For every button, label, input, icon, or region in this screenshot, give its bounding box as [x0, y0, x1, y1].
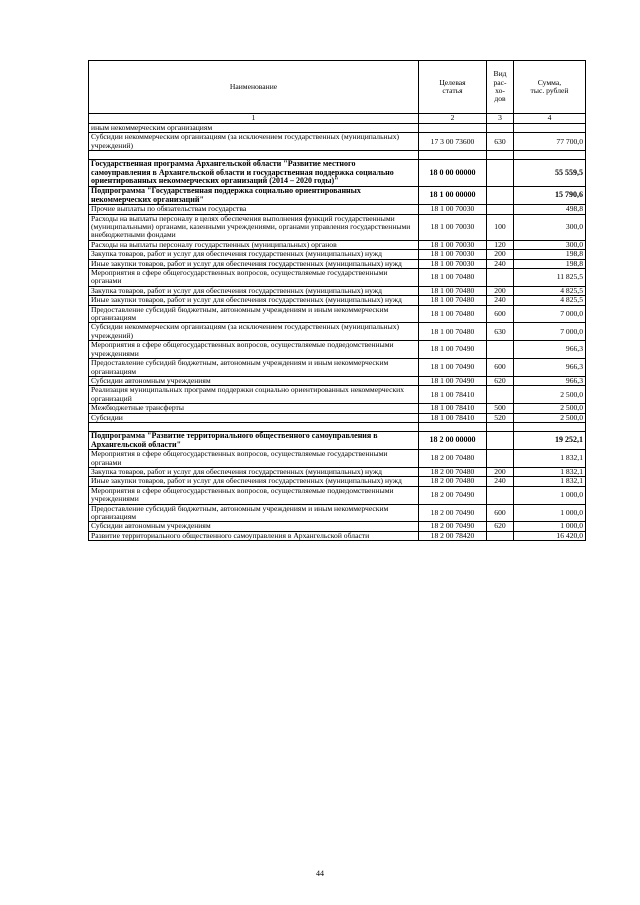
- target-article-cell: 18 1 00 70480: [419, 305, 487, 323]
- name-cell: Закупка товаров, работ и услуг для обеспечения государственных (муниципальных) нужд: [89, 467, 419, 476]
- target-article-cell: 18 2 00 00000: [419, 431, 487, 449]
- expense-type-cell: 500: [487, 404, 514, 413]
- name-cell: иным некоммерческим организациям: [89, 124, 419, 133]
- target-article-cell: 18 2 00 70480: [419, 450, 487, 468]
- name-cell: Мероприятия в сфере общегосударственных вопросов, осуществляемые государственными органами: [89, 269, 419, 287]
- column-number: 4: [514, 114, 586, 124]
- target-article-cell: 18 1 00 78410: [419, 386, 487, 404]
- name-cell: Развитие территориального общественного самоуправления в Архангельской области: [89, 531, 419, 540]
- expense-type-cell: 100: [487, 214, 514, 240]
- target-article-cell: 18 1 00 78410: [419, 413, 487, 422]
- sum-cell: 966,3: [514, 359, 586, 377]
- target-article-cell: 18 0 00 00000: [419, 160, 487, 187]
- sum-cell: 198,8: [514, 259, 586, 268]
- target-article-cell: 18 1 00 70030: [419, 259, 487, 268]
- table-row: [89, 431, 586, 449]
- target-article-cell: 18 1 00 70480: [419, 269, 487, 287]
- spacer-row: [89, 422, 586, 431]
- target-article-cell: 18 2 00 70480: [419, 477, 487, 486]
- expense-type-cell: [487, 160, 514, 187]
- table-row: [89, 259, 586, 268]
- name-cell: Иные закупки товаров, работ и услуг для обеспечения государственных (муниципальных) нужд: [89, 259, 419, 268]
- page-number: 44: [316, 869, 324, 878]
- expense-type-cell: [487, 450, 514, 468]
- expense-type-cell: 600: [487, 359, 514, 377]
- target-article-cell: 18 2 00 78420: [419, 531, 487, 540]
- sum-cell: 198,8: [514, 250, 586, 259]
- sum-cell: 1 832,1: [514, 467, 586, 476]
- target-article-cell: 18 1 00 70480: [419, 323, 487, 341]
- expense-type-cell: 200: [487, 286, 514, 295]
- name-cell: Прочие выплаты по обязательствам государства: [89, 205, 419, 214]
- expense-type-cell: 600: [487, 504, 514, 522]
- name-cell: Межбюджетные трансферты: [89, 404, 419, 413]
- table-row: [89, 531, 586, 540]
- table-row: [89, 187, 586, 205]
- sum-cell: 2 500,0: [514, 404, 586, 413]
- sum-cell: [514, 124, 586, 133]
- table-row: [89, 359, 586, 377]
- sum-cell: 966,3: [514, 376, 586, 385]
- sum-cell: 55 559,5: [514, 160, 586, 187]
- expense-type-cell: [487, 205, 514, 214]
- expense-type-cell: 620: [487, 522, 514, 531]
- target-article-cell: 18 1 00 70030: [419, 240, 487, 249]
- table-row: [89, 413, 586, 422]
- sum-cell: 4 825,5: [514, 286, 586, 295]
- table-row: [89, 296, 586, 305]
- spacer-row: [89, 151, 586, 160]
- sum-cell: 1 000,0: [514, 504, 586, 522]
- table-row: [89, 250, 586, 259]
- header-expense-type: Вид рас- хо- дов: [487, 61, 514, 114]
- empty-cell: [89, 422, 419, 431]
- header-target-article: Целевая статья: [419, 61, 487, 114]
- header-sum: Сумма, тыс. рублей: [514, 61, 586, 114]
- column-number: 3: [487, 114, 514, 124]
- target-article-cell: 18 1 00 78410: [419, 404, 487, 413]
- target-article-cell: 18 2 00 70490: [419, 504, 487, 522]
- expense-type-cell: 240: [487, 259, 514, 268]
- table-row: [89, 522, 586, 531]
- empty-cell: [89, 151, 419, 160]
- table-row: [89, 376, 586, 385]
- target-article-cell: 17 3 00 73600: [419, 133, 487, 151]
- name-cell: Расходы на выплаты персоналу государственных (муниципальных) органов: [89, 240, 419, 249]
- target-article-cell: 18 1 00 00000: [419, 187, 487, 205]
- expense-type-cell: [487, 187, 514, 205]
- header-name: Наименование: [89, 61, 419, 114]
- expense-type-cell: 120: [487, 240, 514, 249]
- expense-type-cell: 620: [487, 376, 514, 385]
- name-cell: Закупка товаров, работ и услуг для обеспечения государственных (муниципальных) нужд: [89, 286, 419, 295]
- sum-cell: 1 000,0: [514, 522, 586, 531]
- table-row: [89, 240, 586, 249]
- target-article-cell: 18 1 00 70490: [419, 376, 487, 385]
- sum-cell: 11 825,5: [514, 269, 586, 287]
- name-cell: Реализация муниципальных программ поддержки социально ориентированных некоммерческих организаций: [89, 386, 419, 404]
- name-cell: Иные закупки товаров, работ и услуг для обеспечения государственных (муниципальных) нужд: [89, 477, 419, 486]
- table-row: [89, 467, 586, 476]
- table-row: [89, 341, 586, 359]
- sum-cell: 7 000,0: [514, 305, 586, 323]
- empty-cell: [487, 151, 514, 160]
- expense-type-cell: 240: [487, 477, 514, 486]
- name-cell: Расходы на выплаты персоналу в целях обеспечения выполнения функций государственными (муниципальными) органами, казенными учреждениями, органами управления государственными внебюджетными фондами: [89, 214, 419, 240]
- name-cell: Подпрограмма "Развитие территориального общественного самоуправления в Архангельской области": [89, 431, 419, 449]
- expense-type-cell: [487, 486, 514, 504]
- name-cell: Мероприятия в сфере общегосударственных вопросов, осуществляемые подведомственными учреждениями: [89, 486, 419, 504]
- name-cell: Закупка товаров, работ и услуг для обеспечения государственных (муниципальных) нужд: [89, 250, 419, 259]
- expense-type-cell: [487, 269, 514, 287]
- expense-type-cell: 200: [487, 467, 514, 476]
- expense-type-cell: 630: [487, 323, 514, 341]
- empty-cell: [514, 422, 586, 431]
- sum-cell: 498,8: [514, 205, 586, 214]
- target-article-cell: 18 1 00 70490: [419, 359, 487, 377]
- target-article-cell: 18 2 00 70480: [419, 467, 487, 476]
- document-page: [88, 60, 585, 541]
- expense-type-cell: 630: [487, 133, 514, 151]
- target-article-cell: [419, 124, 487, 133]
- sum-cell: 1 832,1: [514, 450, 586, 468]
- name-cell: Субсидии автономным учреждениям: [89, 522, 419, 531]
- column-number: 2: [419, 114, 487, 124]
- name-cell: Подпрограмма "Государственная поддержка социально ориентированных некоммерческих организаций": [89, 187, 419, 205]
- name-cell: Субсидии некоммерческим организациям (за исключением государственных (муниципальных) учреждений): [89, 133, 419, 151]
- target-article-cell: 18 2 00 70490: [419, 486, 487, 504]
- name-cell: Предоставление субсидий бюджетным, автономным учреждениям и иным некоммерческим организациям: [89, 359, 419, 377]
- sum-cell: 2 500,0: [514, 413, 586, 422]
- table-header-row: [89, 61, 586, 114]
- expense-type-cell: [487, 386, 514, 404]
- sum-cell: 15 790,6: [514, 187, 586, 205]
- expense-type-cell: 240: [487, 296, 514, 305]
- sum-cell: 1 000,0: [514, 486, 586, 504]
- table-row: [89, 269, 586, 287]
- target-article-cell: 18 1 00 70030: [419, 214, 487, 240]
- table-row: [89, 205, 586, 214]
- expense-type-cell: 200: [487, 250, 514, 259]
- name-cell: Предоставление субсидий бюджетным, автономным учреждениям и иным некоммерческим организациям: [89, 305, 419, 323]
- name-cell: Иные закупки товаров, работ и услуг для обеспечения государственных (муниципальных) нужд: [89, 296, 419, 305]
- table-row: [89, 386, 586, 404]
- table-row: [89, 133, 586, 151]
- table-row: [89, 486, 586, 504]
- sum-cell: 7 000,0: [514, 323, 586, 341]
- table-row: [89, 214, 586, 240]
- sum-cell: 1 832,1: [514, 477, 586, 486]
- table-row: [89, 286, 586, 295]
- target-article-cell: 18 1 00 70480: [419, 286, 487, 295]
- target-article-cell: 18 1 00 70480: [419, 296, 487, 305]
- table-row: [89, 504, 586, 522]
- expense-type-cell: 600: [487, 305, 514, 323]
- name-cell: Субсидии некоммерческим организациям (за исключением государственных (муниципальных) учреждений): [89, 323, 419, 341]
- sum-cell: 19 252,1: [514, 431, 586, 449]
- table-row: [89, 305, 586, 323]
- budget-table: [88, 60, 586, 541]
- expense-type-cell: [487, 531, 514, 540]
- expense-type-cell: [487, 124, 514, 133]
- expense-type-cell: [487, 341, 514, 359]
- sum-cell: 2 500,0: [514, 386, 586, 404]
- empty-cell: [487, 422, 514, 431]
- column-number: 1: [89, 114, 419, 124]
- table-row: [89, 124, 586, 133]
- expense-type-cell: 520: [487, 413, 514, 422]
- column-number-row: [89, 114, 586, 124]
- table-row: [89, 160, 586, 187]
- table-row: [89, 323, 586, 341]
- sum-cell: 300,0: [514, 214, 586, 240]
- name-cell: Мероприятия в сфере общегосударственных вопросов, осуществляемые подведомственными учреждениями: [89, 341, 419, 359]
- sum-cell: 4 825,5: [514, 296, 586, 305]
- name-cell: Субсидии автономным учреждениям: [89, 376, 419, 385]
- table-row: [89, 450, 586, 468]
- name-cell: Предоставление субсидий бюджетным, автономным учреждениям и иным некоммерческим организациям: [89, 504, 419, 522]
- target-article-cell: 18 1 00 70030: [419, 205, 487, 214]
- sum-cell: 16 420,0: [514, 531, 586, 540]
- table-body: [89, 124, 586, 541]
- target-article-cell: 18 2 00 70490: [419, 522, 487, 531]
- empty-cell: [419, 151, 487, 160]
- expense-type-cell: [487, 431, 514, 449]
- sum-cell: 300,0: [514, 240, 586, 249]
- sum-cell: 77 700,0: [514, 133, 586, 151]
- sum-cell: 966,3: [514, 341, 586, 359]
- name-cell: Государственная программа Архангельской области "Развитие местного самоуправления в Архангельской области и государственная поддержка социально ориентированных некоммерческих организаций (2014 – 2020 годы)": [89, 160, 419, 187]
- table-row: [89, 477, 586, 486]
- name-cell: Субсидии: [89, 413, 419, 422]
- name-cell: Мероприятия в сфере общегосударственных вопросов, осуществляемые государственными органами: [89, 450, 419, 468]
- target-article-cell: 18 1 00 70030: [419, 250, 487, 259]
- target-article-cell: 18 1 00 70490: [419, 341, 487, 359]
- table-row: [89, 404, 586, 413]
- empty-cell: [514, 151, 586, 160]
- empty-cell: [419, 422, 487, 431]
